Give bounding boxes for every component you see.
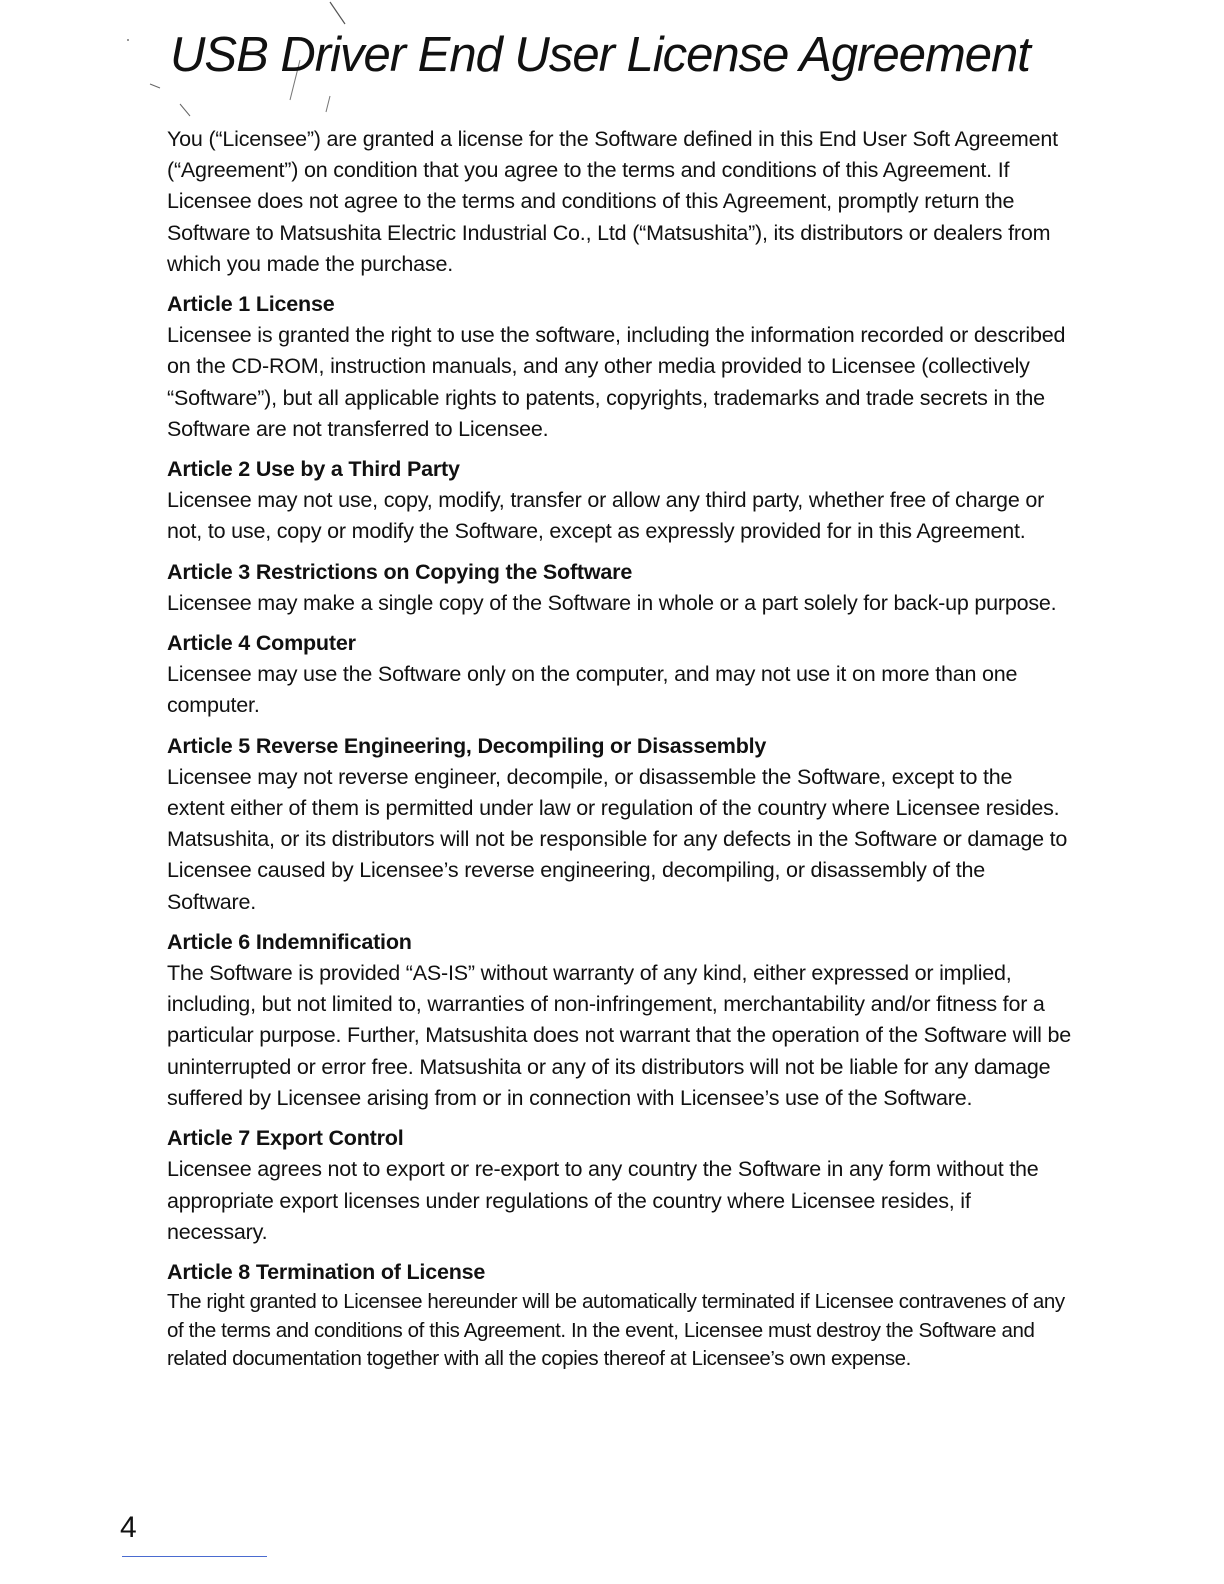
document-body <box>167 124 1072 1383</box>
article-body: Licensee may make a single copy of the Software in whole or a part solely for back-up purpose. <box>167 590 1057 615</box>
article-heading: Article 2 Use by a Third Party <box>167 457 460 482</box>
article-heading: Article 3 Restrictions on Copying the Software <box>167 559 633 584</box>
article-5 <box>167 731 1072 918</box>
article-4 <box>167 628 1072 722</box>
article-heading: Article 6 Indemnification <box>167 929 412 954</box>
document-title: USB Driver End User License Agreement <box>170 28 1030 82</box>
page-number: 4 <box>120 1511 137 1544</box>
article-body: Licensee is granted the right to use the software, including the information recorded or described on the CD-ROM, instruction manuals, and any other media provided to Licensee (collectively “Software”), but all applicable rights to patents, copyrights, trademarks and trade secrets in the Software are not transferred to Licensee. <box>167 323 1066 441</box>
article-body: The right granted to Licensee hereunder will be automatically terminated if Licensee contravenes of any of the terms and conditions of this Agreement. In the event, Licensee must destroy the Software and related documentation together with all the copies thereof at Licensee’s own expense. <box>167 1290 1065 1371</box>
article-body: Licensee may not reverse engineer, decompile, or disassemble the Software, except to the extent either of them is permitted under law or regulation of the country where Licensee resides. Matsushita, or its distributors will not be responsible for any defects in the Software or damage to Licensee caused by Licensee’s reverse engineering, decompiling, or disassembly of the Software. <box>167 764 1068 914</box>
article-8 <box>167 1257 1072 1374</box>
footer-rule <box>122 1556 267 1557</box>
article-heading: Article 1 License <box>167 292 335 317</box>
article-heading: Article 8 Termination of License <box>167 1259 486 1284</box>
article-body: Licensee agrees not to export or re-export to any country the Software in any form without the appropriate export licenses under regulations of the country where Licensee resides, if necessary. <box>167 1157 1039 1244</box>
intro-paragraph: You (“Licensee”) are granted a license for the Software defined in this End User Soft Agreement (“Agreement”) on condition that you agree to the terms and conditions of this Agreement. If Licensee does not agree to the terms and conditions of this Agreement, promptly return the Software to Matsushita Electric Industrial Co., Ltd (“Matsushita”), its distributors or dealers from which you made the purchase. <box>167 127 1058 276</box>
article-body: The Software is provided “AS-IS” without warranty of any kind, either expressed or implied, including, but not limited to, warranties of non-infringement, merchantability and/or fitness for a particular purpose. Further, Matsushita does not warrant that the operation of the Software will be uninterrupted or error free. Matsushita or any of its distributors will not be liable for any damage suffered by Licensee arising from or in connection with Licensee’s use of the Software. <box>167 961 1072 1110</box>
article-3 <box>167 557 1072 619</box>
article-heading: Article 7 Export Control <box>167 1126 404 1151</box>
article-heading: Article 5 Reverse Engineering, Decompiling or Disassembly <box>167 733 767 758</box>
article-6 <box>167 927 1072 1114</box>
article-heading: Article 4 Computer <box>167 631 356 656</box>
article-2 <box>167 454 1072 548</box>
article-1 <box>167 289 1072 445</box>
article-body: Licensee may not use, copy, modify, transfer or allow any third party, whether free of charge or not, to use, copy or modify the Software, except as expressly provided for in this Agreement. <box>167 488 1045 544</box>
article-body: Licensee may use the Software only on the computer, and may not use it on more than one computer. <box>167 662 1018 718</box>
article-7 <box>167 1123 1072 1248</box>
